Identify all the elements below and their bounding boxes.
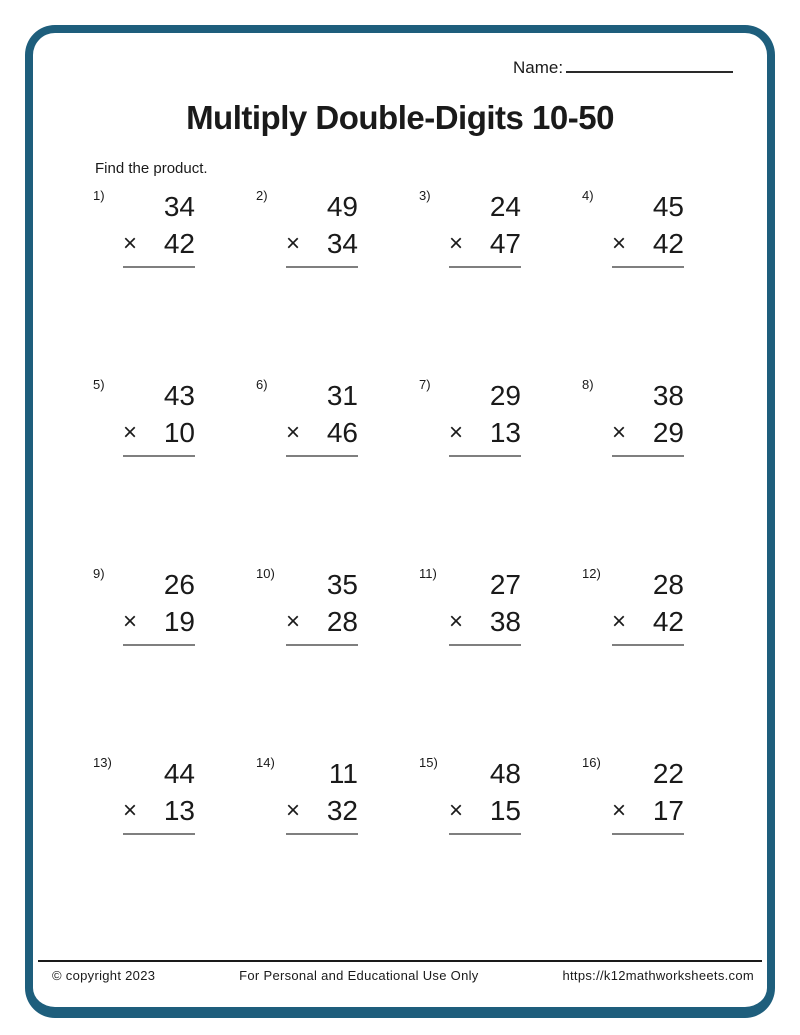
multiplier: 46 [326, 417, 358, 448]
problem-16 [582, 753, 745, 942]
problem-15 [419, 753, 582, 942]
multiplier: 32 [326, 795, 358, 826]
multiplier: 19 [163, 606, 195, 637]
problem-body [286, 564, 358, 646]
problem-5 [93, 375, 256, 564]
problem-body [286, 375, 358, 457]
multiply-sign: × [612, 419, 627, 446]
problem-6 [256, 375, 419, 564]
multiply-sign: × [286, 608, 301, 635]
multiplier: 47 [489, 228, 521, 259]
multiplier: 42 [652, 606, 684, 637]
multiplicand: 22 [652, 758, 684, 789]
multiplier: 34 [326, 228, 358, 259]
multiplier-row [123, 225, 195, 262]
multiplier-row [449, 225, 521, 262]
problem-10 [256, 564, 419, 753]
answer-line [123, 266, 195, 268]
multiply-sign: × [123, 797, 138, 824]
multiply-sign: × [123, 608, 138, 635]
problem-number: 1) [93, 188, 105, 203]
multiplicand: 11 [328, 758, 358, 789]
answer-line [286, 833, 358, 835]
multiplicand: 43 [163, 380, 195, 411]
multiplier-row [123, 792, 195, 829]
problem-body [449, 564, 521, 646]
footer-divider [38, 960, 762, 962]
multiply-sign: × [449, 230, 464, 257]
multiplier-row [123, 603, 195, 640]
answer-line [449, 833, 521, 835]
problem-13 [93, 753, 256, 942]
problem-body [123, 564, 195, 646]
multiply-sign: × [286, 797, 301, 824]
problem-number: 6) [256, 377, 268, 392]
name-row [513, 58, 733, 78]
multiplicand: 45 [652, 191, 684, 222]
problem-number: 10) [256, 566, 275, 581]
problem-number: 11) [419, 566, 437, 581]
footer-website-url: https://k12mathworksheets.com [562, 968, 754, 983]
footer-usage-notice: For Personal and Educational Use Only [239, 968, 479, 983]
multiplier-row [449, 414, 521, 451]
problem-number: 14) [256, 755, 275, 770]
multiplier: 28 [326, 606, 358, 637]
answer-line [286, 455, 358, 457]
multiplicand: 48 [489, 758, 521, 789]
multiplier: 10 [163, 417, 195, 448]
problem-number: 16) [582, 755, 601, 770]
problem-1 [93, 186, 256, 375]
problem-number: 5) [93, 377, 105, 392]
problem-2 [256, 186, 419, 375]
multiplicand: 34 [163, 191, 195, 222]
problem-body [612, 375, 684, 457]
problem-number: 7) [419, 377, 431, 392]
multiplicand: 38 [652, 380, 684, 411]
problems-grid [93, 186, 745, 942]
answer-line [286, 266, 358, 268]
multiply-sign: × [286, 419, 301, 446]
multiply-sign: × [612, 608, 627, 635]
multiplier: 42 [652, 228, 684, 259]
problem-body [449, 186, 521, 268]
page-title: Multiply Double-Digits 10-50 [186, 99, 614, 136]
multiplier: 15 [489, 795, 521, 826]
problem-number: 8) [582, 377, 594, 392]
problem-14 [256, 753, 419, 942]
footer-copyright: © copyright 2023 [52, 968, 156, 983]
multiplier: 13 [489, 417, 521, 448]
multiplier: 38 [489, 606, 521, 637]
multiplicand: 35 [326, 569, 358, 600]
name-label: Name: [513, 58, 564, 77]
multiply-sign: × [449, 797, 464, 824]
answer-line [449, 644, 521, 646]
problem-body [612, 186, 684, 268]
problem-7 [419, 375, 582, 564]
multiply-sign: × [286, 230, 301, 257]
answer-line [123, 455, 195, 457]
answer-line [449, 455, 521, 457]
multiply-sign: × [123, 419, 138, 446]
multiplicand: 28 [652, 569, 684, 600]
multiplier-row [286, 603, 358, 640]
multiplier-row [123, 414, 195, 451]
problem-9 [93, 564, 256, 753]
multiplier-row [612, 414, 684, 451]
multiplier-row [449, 792, 521, 829]
problem-body [123, 375, 195, 457]
problem-body [123, 753, 195, 835]
answer-line [612, 833, 684, 835]
problem-4 [582, 186, 745, 375]
multiply-sign: × [449, 608, 464, 635]
multiplier-row [612, 603, 684, 640]
multiply-sign: × [612, 230, 627, 257]
multiplicand: 44 [163, 758, 195, 789]
problem-11 [419, 564, 582, 753]
problem-body [449, 753, 521, 835]
problem-number: 4) [582, 188, 594, 203]
multiply-sign: × [612, 797, 627, 824]
problem-body [286, 186, 358, 268]
answer-line [123, 833, 195, 835]
multiplier-row [286, 414, 358, 451]
problem-number: 9) [93, 566, 105, 581]
multiplier-row [286, 225, 358, 262]
footer [38, 968, 762, 983]
multiplicand: 29 [489, 380, 521, 411]
multiplicand: 31 [326, 380, 358, 411]
problem-body [612, 753, 684, 835]
problem-body [612, 564, 684, 646]
problem-number: 15) [419, 755, 438, 770]
name-blank-line [566, 59, 733, 73]
answer-line [612, 455, 684, 457]
multiplier: 29 [652, 417, 684, 448]
multiplicand: 26 [163, 569, 195, 600]
instruction-text: Find the product. [95, 160, 208, 177]
multiplier-row [612, 792, 684, 829]
answer-line [612, 266, 684, 268]
problem-number: 13) [93, 755, 112, 770]
multiplier-row [286, 792, 358, 829]
multiplicand: 27 [489, 569, 521, 600]
answer-line [612, 644, 684, 646]
problem-number: 3) [419, 188, 431, 203]
problem-8 [582, 375, 745, 564]
multiplicand: 24 [489, 191, 521, 222]
problem-number: 12) [582, 566, 601, 581]
multiply-sign: × [449, 419, 464, 446]
multiplier-row [612, 225, 684, 262]
answer-line [449, 266, 521, 268]
multiplicand: 49 [326, 191, 358, 222]
answer-line [123, 644, 195, 646]
problem-3 [419, 186, 582, 375]
problem-body [449, 375, 521, 457]
problem-body [286, 753, 358, 835]
multiplier-row [449, 603, 521, 640]
multiplier: 17 [652, 795, 684, 826]
problem-number: 2) [256, 188, 268, 203]
multiplier: 42 [163, 228, 195, 259]
problem-body [123, 186, 195, 268]
problem-12 [582, 564, 745, 753]
multiplier: 13 [163, 795, 195, 826]
multiply-sign: × [123, 230, 138, 257]
answer-line [286, 644, 358, 646]
